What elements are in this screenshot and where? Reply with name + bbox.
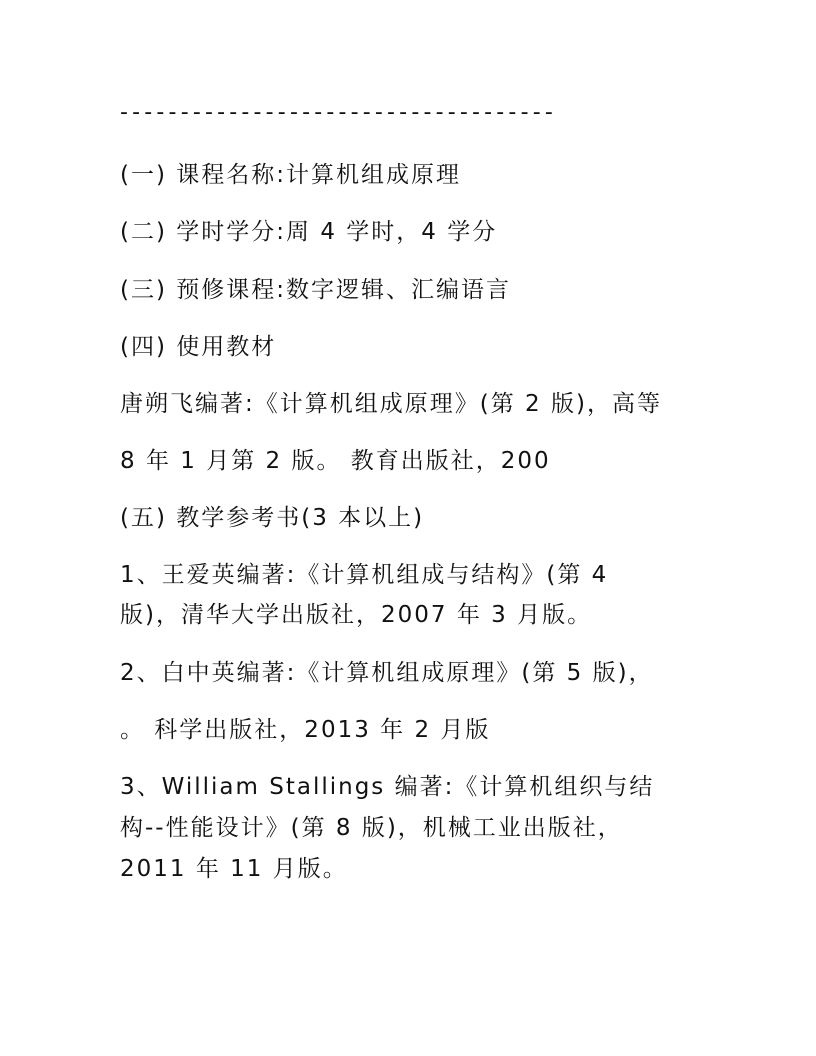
- references-heading: (五) 教学参考书(3 本以上): [120, 505, 425, 531]
- reference-2-line-1: 2、白中英编著:《计算机组成原理》(第 5 版)，: [120, 660, 654, 686]
- textbook-line-1: 唐朔飞编著:《计算机组成原理》(第 2 版)，高等: [120, 391, 662, 417]
- course-hours-credits: (二) 学时学分:周 4 学时，4 学分: [120, 219, 498, 245]
- reference-1-line-2: 版)，清华大学出版社，2007 年 3 月版。: [120, 602, 593, 628]
- course-name: (一) 课程名称:计算机组成原理: [120, 162, 462, 188]
- reference-3-line-1: 3、William Stallings 编著:《计算机组织与结: [120, 774, 655, 800]
- reference-3-line-3: 2011 年 11 月版。: [120, 856, 348, 882]
- textbook-heading: (四) 使用教材: [120, 334, 277, 360]
- reference-3-line-2: 构--性能设计》(第 8 版)，机械工业出版社，: [120, 815, 623, 841]
- separator-line: ------------------------------------: [120, 100, 557, 125]
- reference-1-line-1: 1、王爱英编著:《计算机组成与结构》(第 4: [120, 562, 609, 588]
- reference-2-line-2: 。 科学出版社，2013 年 2 月版: [120, 717, 491, 743]
- textbook-line-2: 8 年 1 月第 2 版。 教育出版社，200: [120, 448, 551, 474]
- course-prerequisites: (三) 预修课程:数字逻辑、汇编语言: [120, 277, 512, 303]
